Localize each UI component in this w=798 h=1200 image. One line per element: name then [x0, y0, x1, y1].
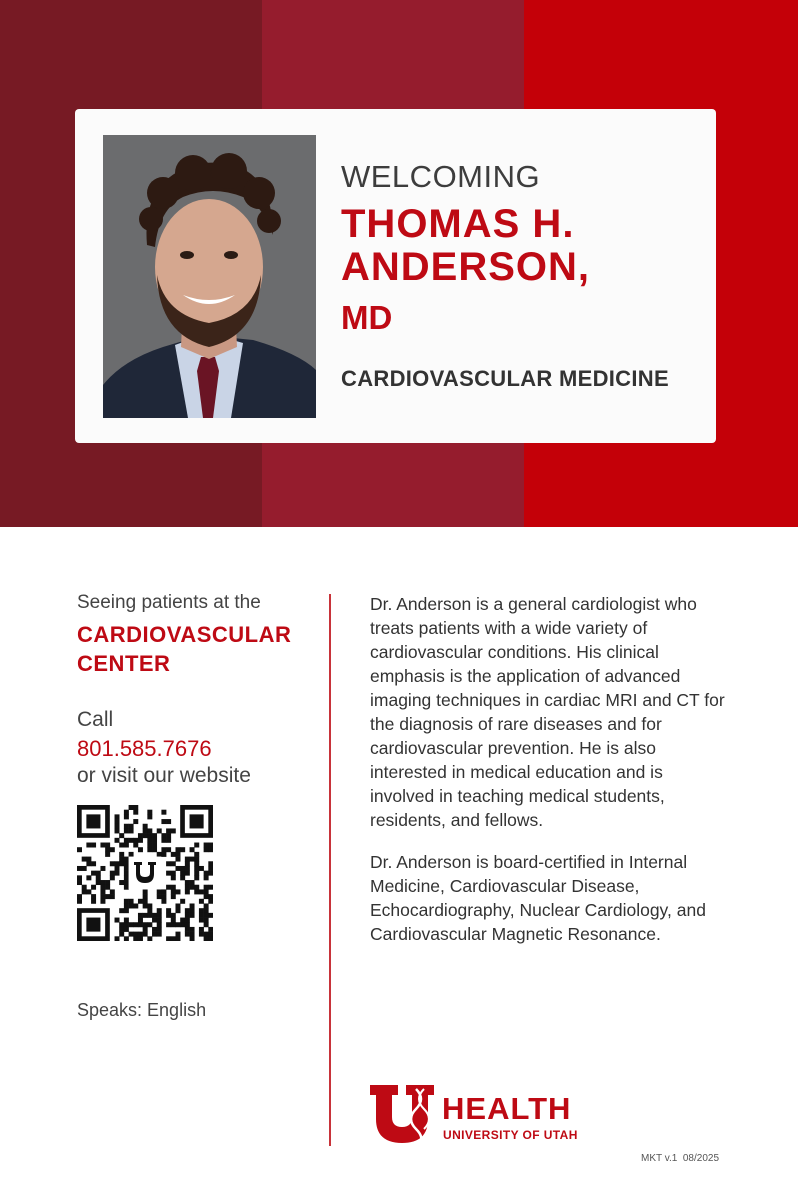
welcome-label: WELCOMING: [341, 159, 541, 194]
doctor-specialty: CARDIOVASCULAR MEDICINE: [341, 366, 669, 391]
logo-wordmark: HEALTH: [442, 1091, 572, 1126]
university-of-utah-health-logo: [368, 1083, 598, 1145]
column-divider: [329, 594, 331, 1146]
doctor-portrait: [103, 135, 316, 418]
seeing-patients-label: Seeing patients at the: [77, 592, 261, 613]
marketing-code: MKT v.1 08/2025: [641, 1153, 720, 1164]
visit-website-label: or visit our website: [77, 764, 251, 787]
bio-paragraph: Dr. Anderson is a general cardiologist who treats patients with a wide variety of cardiovascular conditions. His clinical emphasis is the application of advanced imaging techniques in cardiac MRI and CT for the diagnosis of rare diseases and for cardiovascular prevention. He is also interested in medical education and is involved in teaching medical students, residents, and fellows.: [370, 594, 725, 830]
call-label: Call: [77, 708, 114, 731]
doctor-credential: MD: [341, 299, 393, 336]
qr-code-icon[interactable]: [77, 805, 213, 941]
languages-spoken: Speaks: English: [77, 1000, 207, 1020]
clinic-name-line1: CARDIOVASCULAR: [77, 622, 292, 647]
u-logo-icon: [368, 1083, 440, 1145]
doctor-name: [341, 203, 590, 289]
doctor-biography: [370, 592, 730, 946]
clinic-name-line2: CENTER: [77, 651, 171, 676]
bio-paragraph: Dr. Anderson is board-certified in Internal Medicine, Cardiovascular Disease, Echocardiography, Nuclear Cardiology, and Cardiovascular Magnetic Resonance.: [370, 852, 706, 944]
phone-number[interactable]: 801.585.7676: [77, 736, 212, 761]
clinic-name: [77, 620, 317, 678]
logo-subtitle: UNIVERSITY OF UTAH: [443, 1128, 578, 1142]
doctor-name-line1: THOMAS H.: [341, 202, 575, 246]
doctor-name-line2: ANDERSON,: [341, 245, 591, 289]
contact-column: [77, 592, 317, 788]
intro-card: [75, 109, 716, 443]
